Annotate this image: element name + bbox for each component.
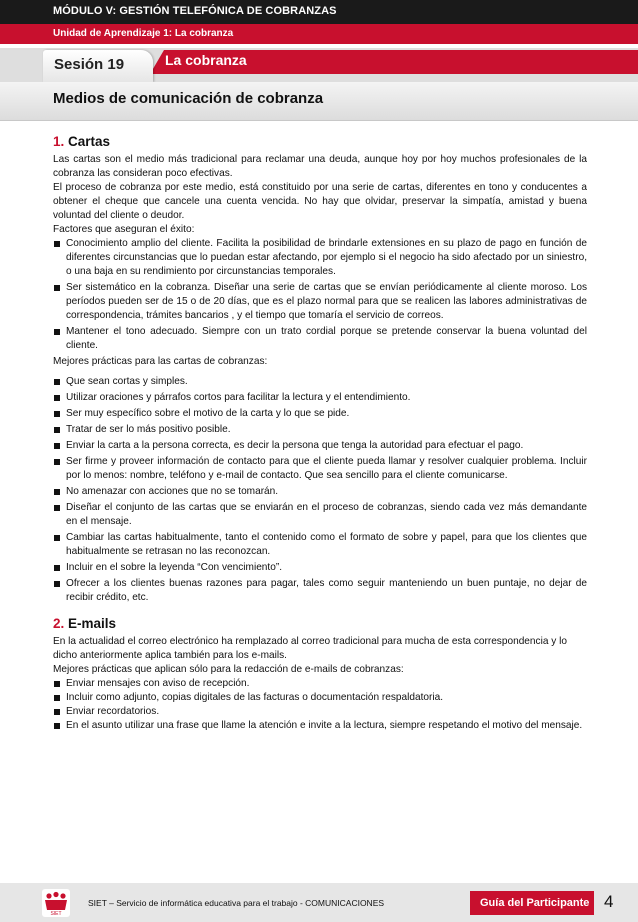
practices-list [53, 375, 587, 605]
list-item: Enviar mensajes con aviso de recepción. [53, 677, 587, 691]
practices-intro: Mejores prácticas para las cartas de cobranzas: [53, 356, 268, 367]
topic-title: La cobranza [165, 52, 247, 68]
section-2-paragraph-1: En la actualidad el correo electrónico ha remplazado al correo tradicional para mucha de esta correspondencia y lo dicho anteriormente aplica también para los e-mails. [53, 636, 567, 661]
section-2-paragraph-2: Mejores prácticas que aplican sólo para la redacción de e-mails de cobranzas: [53, 664, 404, 675]
footer-text: SIET – Servicio de informática educativa para el trabajo - COMUNICACIONES [88, 898, 385, 908]
guide-label: Guía del Participante [480, 897, 590, 909]
factors-intro: Factores que aseguran el éxito: [53, 224, 195, 235]
module-title: MÓDULO V: GESTIÓN TELEFÓNICA DE COBRANZAS [53, 5, 337, 17]
list-item: Utilizar oraciones y párrafos cortos para facilitar la lectura y el entendimiento. [53, 391, 587, 405]
section-1-heading [53, 133, 587, 150]
unit-title: Unidad de Aprendizaje 1: La cobranza [53, 28, 234, 39]
list-item: En el asunto utilizar una frase que llame la atención e invite a la lectura, siempre respetando el motivo del mensaje. [53, 719, 587, 733]
list-item: Enviar la carta a la persona correcta, es decir la persona que tenga la autoridad para efectuar el pago. [53, 439, 587, 453]
list-item: Ser firme y proveer información de contacto para que el cliente pueda llamar y resolver cualquier problema. Incluir por lo menos: nombre, teléfono y e-mail de contacto. Que sea sencillo para el cliente comunicarse. [53, 455, 587, 483]
list-item: Ser sistemático en la cobranza. Diseñar una serie de cartas que se envían periódicamente al cliente moroso. Los períodos pueden ser de 15 o de 20 días, que es el plazo normal para que se realicen las labores administrativas de correspondencia, trámites bancarios , y el tiempo que tomaría el servicio de correos. [53, 281, 587, 323]
section-2-number: 2. [53, 616, 65, 631]
list-item: Cambiar las cartas habitualmente, tanto el contenido como el formato de sobre y papel, para que los clientes que habitualmente se retrasan no las reconozcan. [53, 531, 587, 559]
page-title: Medios de comunicación de cobranza [53, 90, 324, 107]
list-item: Conocimiento amplio del cliente. Facilita la posibilidad de brindarle extensiones en su plazo de pago en función de diferentes circunstancias que lo puedan estar afectando, por ejemplo si el negocio ha sido afectado por un siniestro, o una baja en su rendimiento por circunstancias temporales. [53, 237, 587, 279]
section-1-paragraph-2: El proceso de cobranza por este medio, está constituido por una serie de cartas, diferentes en tono y conducentes a obtener el cheque que cancele una cuenta vencida. No hay que olvidar, preservar la simpatía, amistad y buena voluntad del cliente o deudor. [53, 182, 587, 221]
section-2-heading [53, 615, 587, 632]
list-item: Tratar de ser lo más positivo posible. [53, 423, 587, 437]
factors-list [53, 237, 587, 353]
email-practices-list [53, 677, 587, 733]
section-1-paragraph-1: Las cartas son el medio más tradicional para reclamar una deuda, aunque hoy por hoy muchos profesionales de la cobranza las consideran poco efectivas. [53, 154, 587, 179]
section-2-title: E-mails [68, 616, 117, 631]
list-item: Diseñar el conjunto de las cartas que se enviarán en el proceso de cobranzas, siendo cada vez más demandante en el mensaje. [53, 501, 587, 529]
page-content [53, 133, 587, 733]
list-item: Mantener el tono adecuado. Siempre con un trato cordial porque se pretende conservar la buena voluntad del cliente. [53, 325, 587, 353]
page-number: 4 [604, 892, 614, 911]
section-1-number: 1. [53, 134, 65, 149]
logo-text: SIET [50, 911, 62, 917]
list-item: Ofrecer a los clientes buenas razones para pagar, tales como seguir manteniendo un buen puntaje, no dejar de recibir crédito, etc. [53, 577, 587, 605]
list-item: Que sean cortas y simples. [53, 375, 587, 389]
list-item: No amenazar con acciones que no se tomarán. [53, 485, 587, 499]
session-label: Sesión 19 [54, 56, 125, 73]
list-item: Enviar recordatorios. [53, 705, 587, 719]
list-item: Incluir en el sobre la leyenda “Con vencimiento”. [53, 561, 587, 575]
list-item: Incluir como adjunto, copias digitales de las facturas o documentación respaldatoria. [53, 691, 587, 705]
section-1-title: Cartas [68, 134, 111, 149]
siet-logo [42, 889, 70, 917]
list-item: Ser muy específico sobre el motivo de la carta y lo que se pide. [53, 407, 587, 421]
